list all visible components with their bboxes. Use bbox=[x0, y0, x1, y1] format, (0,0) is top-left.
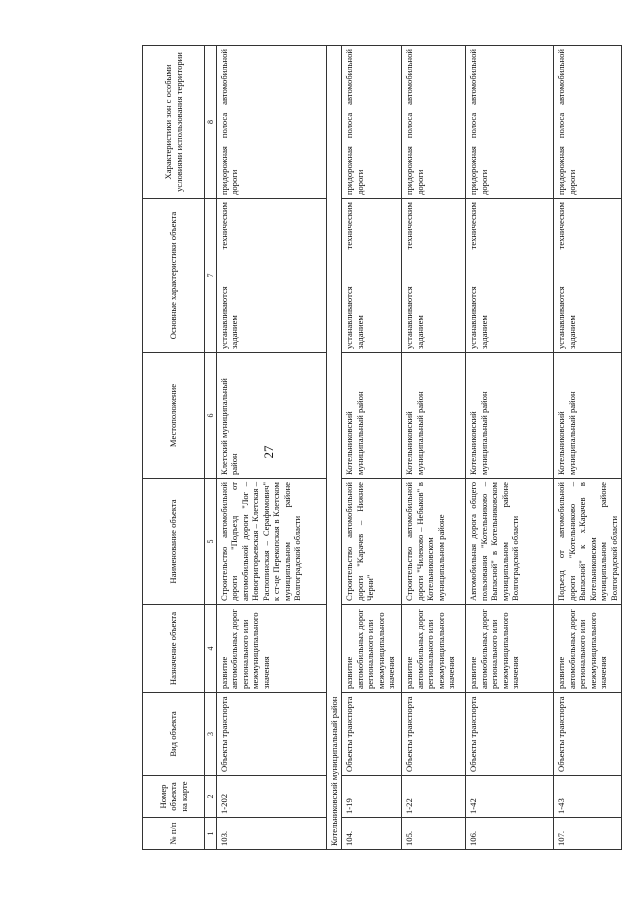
section-title: Котельниковский муниципальный район bbox=[327, 46, 342, 850]
row-number: 103. bbox=[217, 818, 327, 850]
object-name: Подъезд от автомобильной дороги "Котельниково – Выпасной" к х.Карачев в Котельниковском муниципальном районе Волгоградской области bbox=[554, 479, 622, 605]
map-number: 1-202 bbox=[217, 776, 327, 818]
table-row bbox=[342, 46, 402, 850]
column-number: 1 bbox=[205, 818, 217, 850]
object-characteristics: устанавливаются техническим заданием bbox=[466, 199, 554, 353]
column-number: 8 bbox=[205, 46, 217, 199]
object-characteristics: устанавливаются техническим заданием bbox=[217, 199, 327, 353]
zone-characteristics: придорожная полоса автомобильной дороги bbox=[402, 46, 466, 199]
header-cell: Местоположение bbox=[143, 353, 205, 479]
zone-characteristics: придорожная полоса автомобильной дороги bbox=[342, 46, 402, 199]
zone-characteristics: придорожная полоса автомобильной дороги bbox=[217, 46, 327, 199]
object-kind: Объекты транспорта bbox=[466, 693, 554, 776]
row-number: 106. bbox=[466, 818, 554, 850]
object-characteristics: устанавливаются техническим заданием bbox=[554, 199, 622, 353]
object-kind: Объекты транспорта bbox=[217, 693, 327, 776]
table-row bbox=[402, 46, 466, 850]
table-row bbox=[217, 46, 327, 850]
header-cell: Наименование объекта bbox=[143, 479, 205, 605]
column-number: 6 bbox=[205, 353, 217, 479]
map-number: 1-19 bbox=[342, 776, 402, 818]
row-number: 104. bbox=[342, 818, 402, 850]
column-number: 7 bbox=[205, 199, 217, 353]
object-characteristics: устанавливаются техническим заданием bbox=[402, 199, 466, 353]
map-number: 1-42 bbox=[466, 776, 554, 818]
object-name: Строительство автомобильной дороги "Чилеково – Небыков" в Котельниковском муниципальном районе bbox=[402, 479, 466, 605]
table-row bbox=[554, 46, 622, 850]
zone-characteristics: придорожная полоса автомобильной дороги bbox=[554, 46, 622, 199]
object-purpose: развитие автомобильных дорог регионального или межмуниципального значения bbox=[402, 605, 466, 693]
objects-table bbox=[142, 45, 622, 850]
column-number: 2 bbox=[205, 776, 217, 818]
header-cell: Номер объекта на карте bbox=[143, 776, 205, 818]
map-number: 1-43 bbox=[554, 776, 622, 818]
zone-characteristics: придорожная полоса автомобильной дороги bbox=[466, 46, 554, 199]
header-cell: Характеристики зон с особыми условиями использования территории bbox=[143, 46, 205, 199]
object-location: Котельниковский муниципальный район bbox=[466, 353, 554, 479]
object-kind: Объекты транспорта bbox=[402, 693, 466, 776]
row-number: 107. bbox=[554, 818, 622, 850]
header-row bbox=[143, 46, 205, 850]
column-number: 5 bbox=[205, 479, 217, 605]
object-name: Строительство автомобильной дороги "Подъезд от автомобильной дороги "Лог – Новогригорьевская – Клетская – Распопинская – Серафимович" к ст-це Перекопская в Клетском муниципальном районе Волгоградской области bbox=[217, 479, 327, 605]
map-number: 1-22 bbox=[402, 776, 466, 818]
object-location: Клетский муниципальный район bbox=[217, 353, 327, 479]
object-location: Котельниковский муниципальный район bbox=[554, 353, 622, 479]
page-number: 27 bbox=[261, 445, 276, 459]
header-cell: Основные характеристики объекта bbox=[143, 199, 205, 353]
object-purpose: развитие автомобильных дорог регионального или межмуниципального значения bbox=[217, 605, 327, 693]
object-kind: Объекты транспорта bbox=[342, 693, 402, 776]
row-number: 105. bbox=[402, 818, 466, 850]
column-number-row bbox=[205, 46, 217, 850]
object-name: Автомобильная дорога общего пользования "Котельниково – Выпасной" в Котельниковском муниципальном районе Волгоградской области bbox=[466, 479, 554, 605]
column-number: 3 bbox=[205, 693, 217, 776]
object-location: Котельниковский муниципальный район bbox=[402, 353, 466, 479]
header-cell: № п/п bbox=[143, 818, 205, 850]
object-name: Строительство автомобильной дороги "Карачев – Нижние Черни" bbox=[342, 479, 402, 605]
object-purpose: развитие автомобильных дорог регионального или межмуниципального значения bbox=[554, 605, 622, 693]
header-cell: Назначение объекта bbox=[143, 605, 205, 693]
table-row bbox=[466, 46, 554, 850]
object-purpose: развитие автомобильных дорог регионального или межмуниципального значения bbox=[466, 605, 554, 693]
object-location: Котельниковский муниципальный район bbox=[342, 353, 402, 479]
object-kind: Объекты транспорта bbox=[554, 693, 622, 776]
header-cell: Вид объекта bbox=[143, 693, 205, 776]
column-number: 4 bbox=[205, 605, 217, 693]
section-row bbox=[327, 46, 342, 850]
rotated-table-container bbox=[142, 46, 619, 850]
object-purpose: развитие автомобильных дорог регионального или межмуниципального значения bbox=[342, 605, 402, 693]
object-characteristics: устанавливаются техническим заданием bbox=[342, 199, 402, 353]
